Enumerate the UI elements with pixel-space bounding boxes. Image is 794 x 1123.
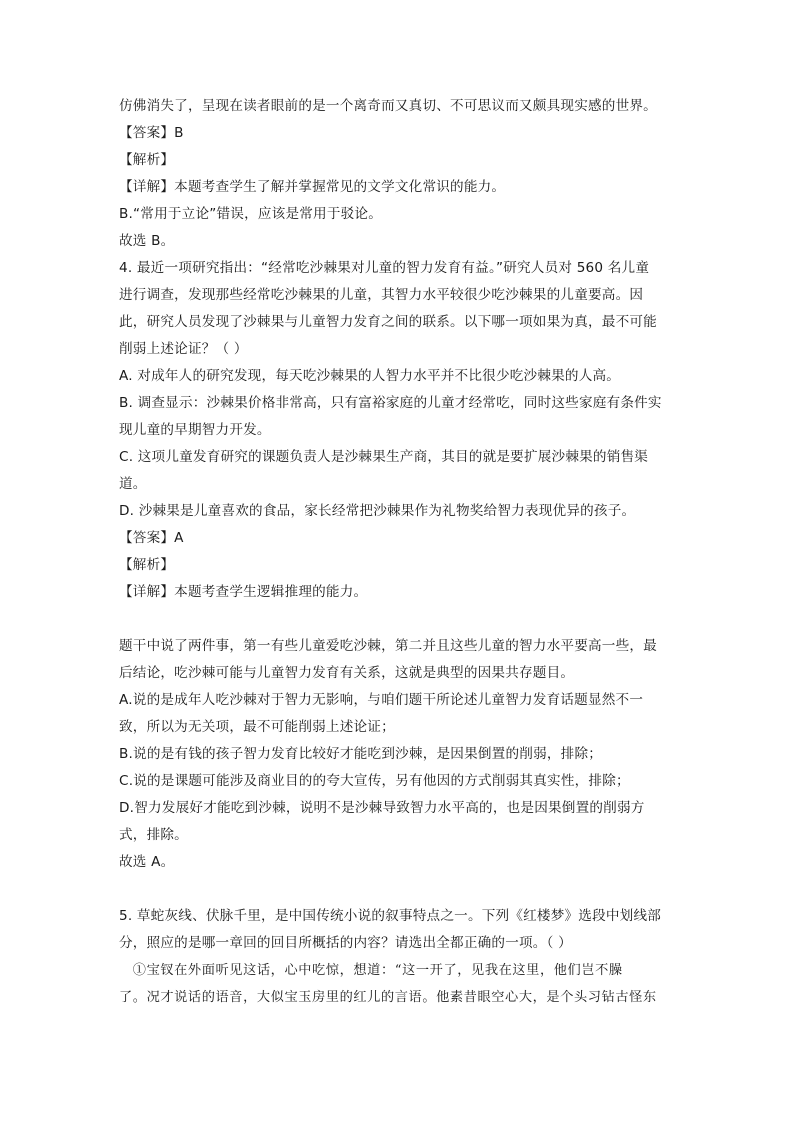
detail-line: 【详解】本题考查学生了解并掌握常见的文学文化常识的能力。 (119, 179, 506, 195)
option-d: D. 沙棘果是儿童喜欢的食品，家长经常把沙棘果作为礼物奖给智力表现优异的孩子。 (119, 503, 636, 519)
question-4-line: 4. 最近一项研究指出：“经常吃沙棘果对儿童的智力发育有益。”研究人员对 560 名儿童 (119, 260, 650, 276)
detail-line: 【详解】本题考查学生逻辑推理的能力。 (119, 584, 368, 600)
quoted-passage-line: 了。况才说话的语音，大似宝玉房里的红儿的言语。他素昔眼空心大，是个头习钻古怪东 (119, 990, 657, 1005)
question-4-line: 此，研究人员发现了沙棘果与儿童智力发育之间的联系。以下哪一项如果为真，最不可能 (119, 314, 657, 330)
explanation-line: 后结论，吃沙棘可能与儿童智力发育有关系，这就是典型的因果共存题目。 (119, 665, 575, 681)
option-b: 现儿童的早期智力开发。 (119, 422, 271, 438)
option-a: A. 对成年人的研究发现，每天吃沙棘果的人智力水平并不比很少吃沙棘果的人高。 (119, 368, 621, 384)
option-c: 道。 (119, 476, 147, 492)
analysis-label: 【解析】 (119, 557, 175, 573)
explanation-line: A.说的是成年人吃沙棘对于智力无影响，与咱们题干所论述儿童智力发育话题显然不一 (119, 692, 644, 708)
text-line: B.“常用于立论”错误，应该是常用于驳论。 (119, 206, 383, 222)
quoted-passage-line: ①宝钗在外面听见这话，心中吃惊，想道：“这一开了，见我在这里，他们岂不臊 (119, 963, 623, 978)
answer-label: 【答案】A (119, 530, 184, 546)
explanation-line: C.说的是课题可能涉及商业目的的夸大宣传，另有他因的方式削弱其真实性，排除； (119, 773, 630, 789)
question-4-line: 削弱上述论证？（ ） (119, 341, 248, 357)
question-4-line: 进行调查，发现那些经常吃沙棘果的儿童，其智力水平较很少吃沙棘果的儿童要高。因 (119, 287, 644, 303)
explanation-line: 题干中说了两件事，第一有些儿童爱吃沙棘，第二并且这些儿童的智力水平要高一些，最 (119, 638, 657, 654)
explanation-line: 式，排除。 (119, 827, 188, 843)
answer-label: 【答案】B (119, 125, 184, 141)
question-5-line: 分，照应的是哪一章回的回目所概括的内容？请选出全都正确的一项。（ ） (119, 935, 572, 951)
explanation-line: 致，所以为无关项，最不可能削弱上述论证； (119, 719, 395, 735)
option-b: B. 调查显示：沙棘果价格非常高，只有富裕家庭的儿童才经常吃，同时这些家庭有条件实 (119, 395, 662, 411)
explanation-line: B.说的是有钱的孩子智力发育比较好才能吃到沙棘，是因果倒置的削弱，排除； (119, 746, 603, 762)
text-line: 仿佛消失了，呈现在读者眼前的是一个离奇而又真切、不可思议而又颇具现实感的世界。 (119, 98, 657, 114)
text-line: 故选 B。 (119, 233, 175, 249)
text-line: 故选 A。 (119, 854, 175, 870)
option-c: C. 这项儿童发育研究的课题负责人是沙棘果生产商，其目的就是要扩展沙棘果的销售渠 (119, 449, 649, 465)
analysis-label: 【解析】 (119, 152, 175, 168)
question-5-line: 5. 草蛇灰线、伏脉千里，是中国传统小说的叙事特点之一。下列《红楼梦》选段中划线部 (119, 908, 662, 924)
explanation-line: D.智力发展好才能吃到沙棘，说明不是沙棘导致智力水平高的，也是因果倒置的削弱方 (119, 800, 645, 816)
